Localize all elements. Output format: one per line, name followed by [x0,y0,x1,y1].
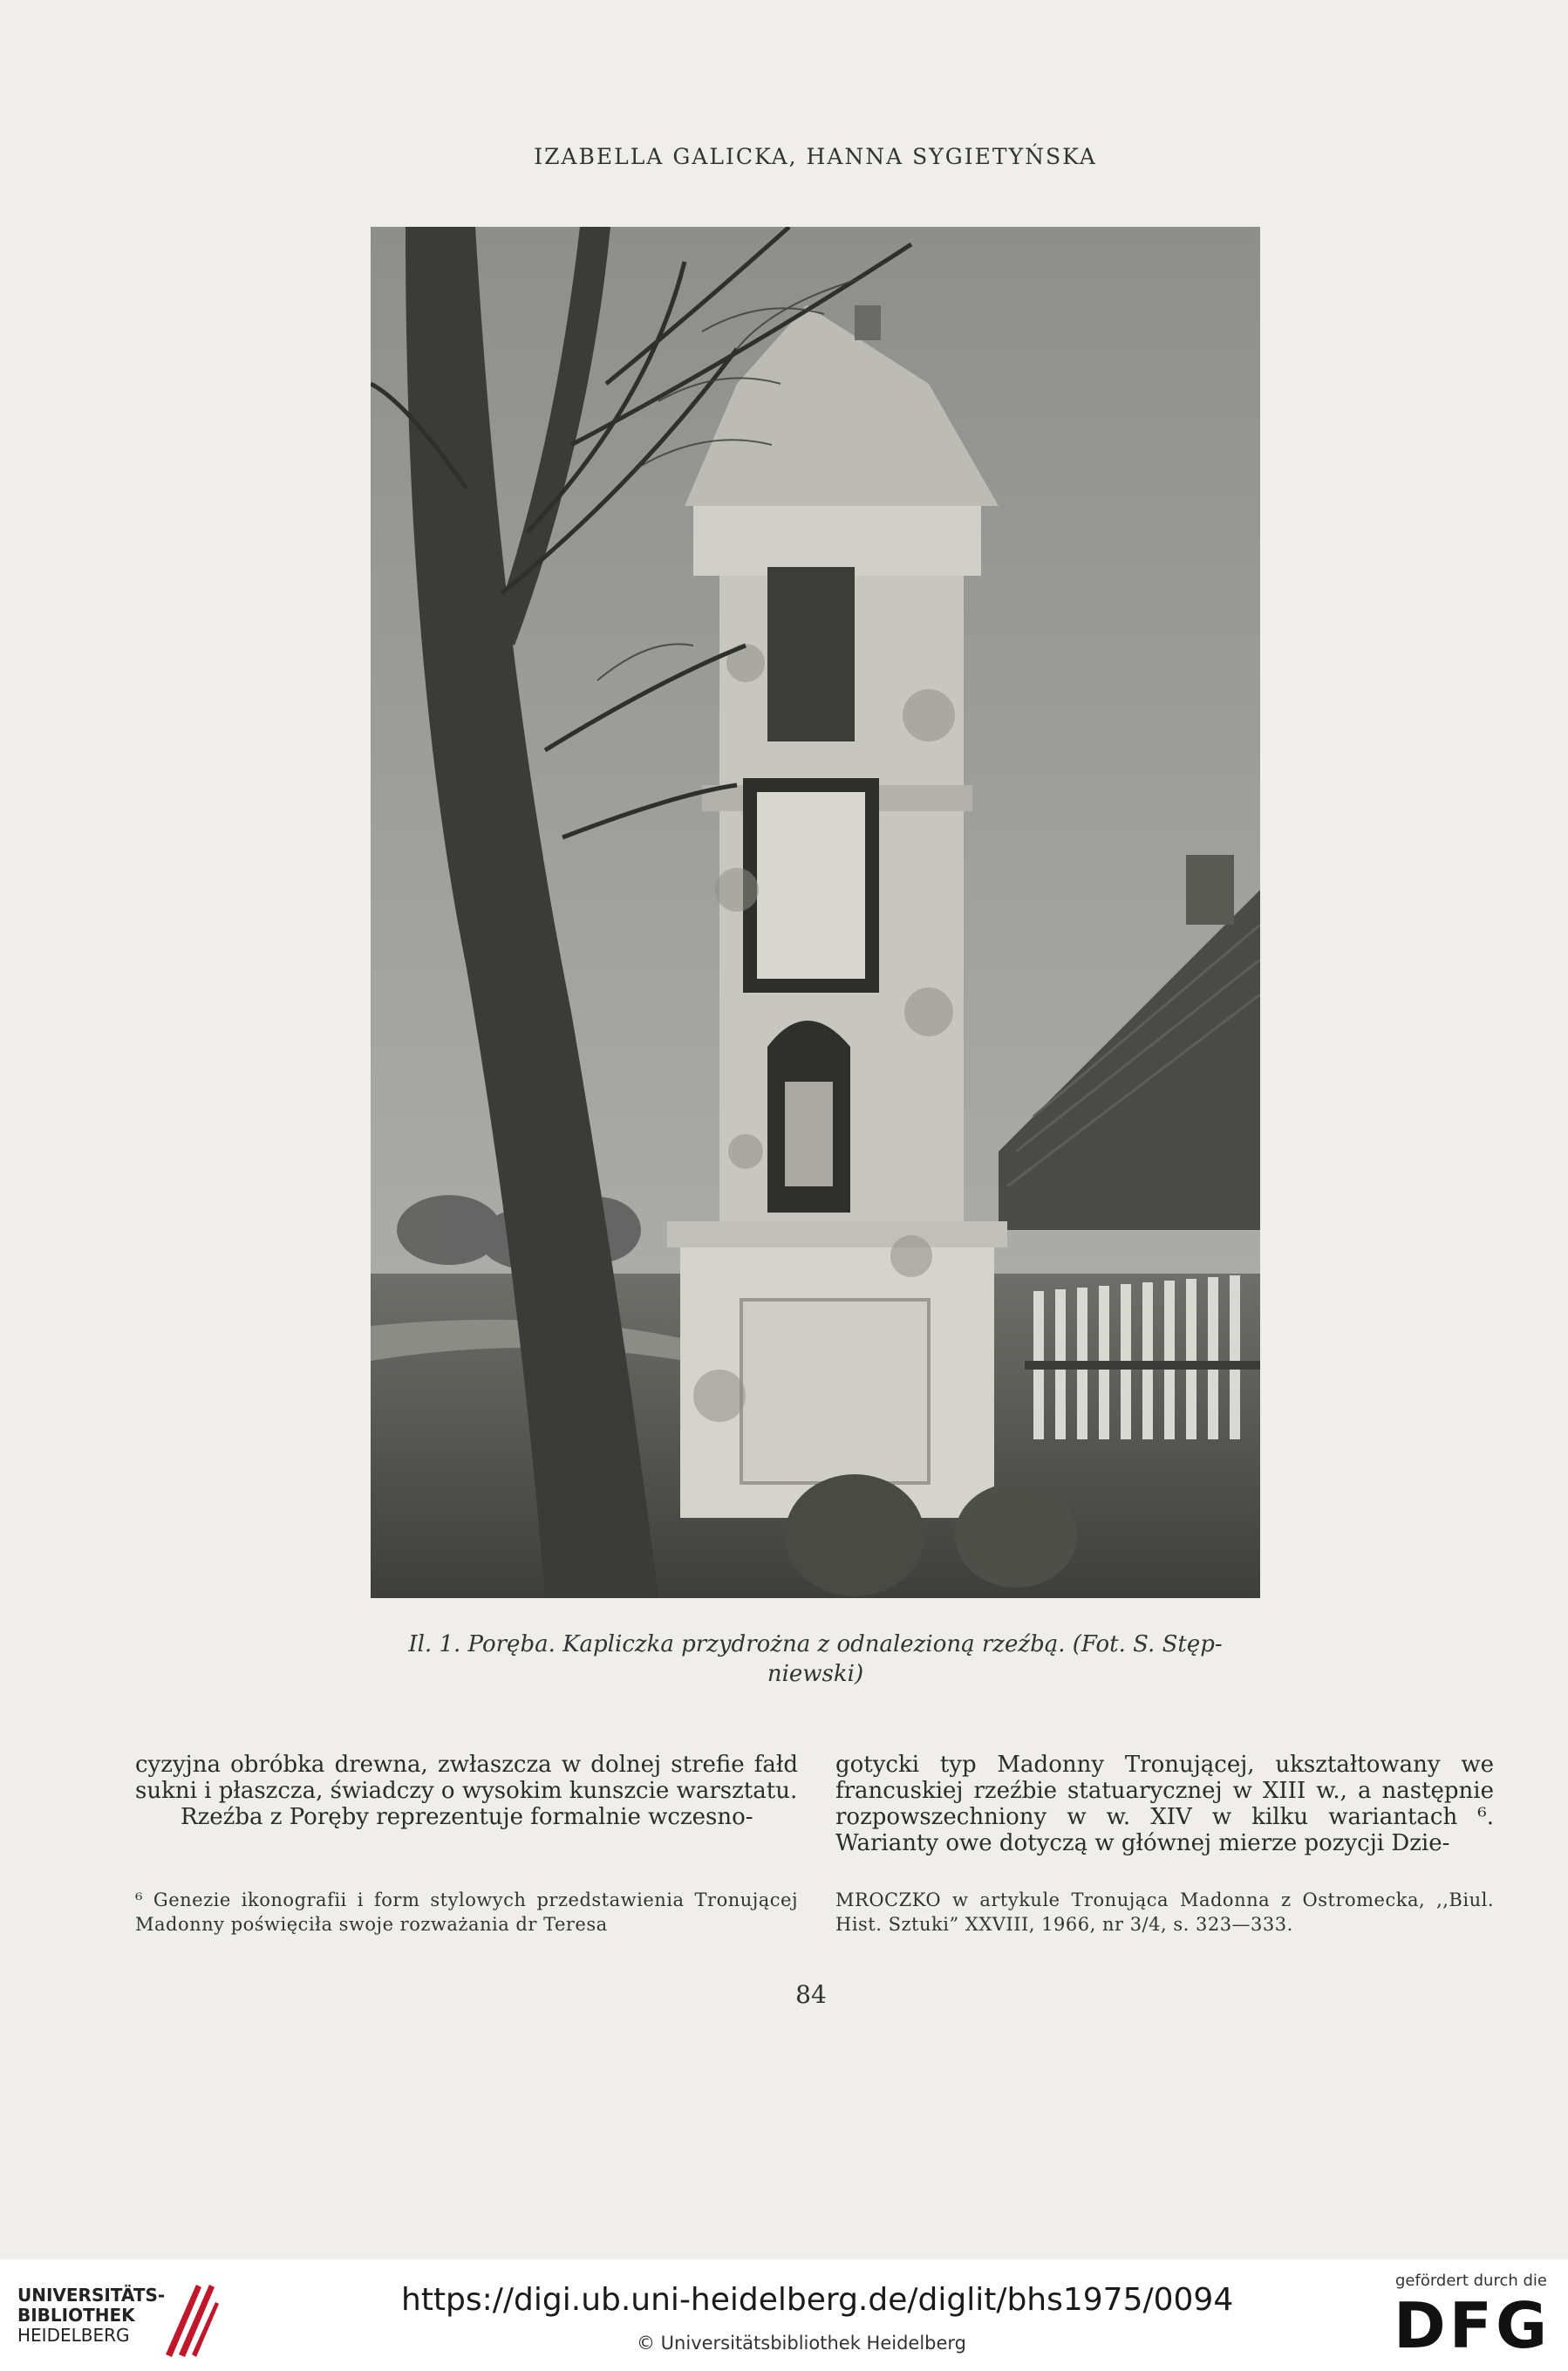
copyright-notice: © Universitätsbibliothek Heidelberg [637,2333,967,2354]
footnote-right: MROCZKO w artykule Tronująca Madonna z Ostromecka, ,,Biul. Hist. Sztuki” XXVIII, 1966, nr 3/4, s. 323—333. [835,1889,1494,1935]
paragraph: cyzyjna obróbka drewna, zwłaszcza w dolnej strefie fałd sukni i płaszcza, świadczy o wysokim kunszcie warsztatu. [135,1752,798,1804]
page-number: 84 [795,1980,827,2009]
paragraph: Rzeźba z Poręby reprezentuje formalnie wczesno- [181,1804,753,1830]
dfg-logo: DFG [1394,2289,1551,2362]
dfg-note: gefördert durch die [1395,2272,1547,2290]
library-line-3: HEIDELBERG [17,2325,130,2346]
shrine-photo-illustration [371,227,1260,1598]
body-column-right [835,1752,1494,1856]
library-name [17,2286,165,2346]
figure-caption [371,1630,1260,1689]
running-header: IZABELLA GALICKA, HANNA SYGIETYŃSKA [534,144,1097,169]
paragraph: gotycki typ Madonny Tronującej, ukształtowany we francuskiej rzeźbie statuarycznej w XIII w., a następnie rozpowszechniony w w. XIV w kilku wariantach ⁶. Warianty owe dotyczą w głównej mierze pozycji Dzie- [835,1752,1494,1856]
footer-bar [0,2259,1568,2371]
footnote-left: ⁶ Genezie ikonografii i form stylowych przedstawienia Tronującej Madonny poświęciła swoje rozważania dr Teresa [135,1889,798,1935]
library-logo [17,2286,227,2355]
body-column-left [135,1752,798,1830]
library-line-1: UNIVERSITÄTS- [17,2285,166,2306]
document-url-link[interactable]: https://digi.ub.uni-heidelberg.de/diglit/bhs1975/0094 [401,2282,1234,2318]
caption-line-1: Il. 1. Poręba. Kapliczka przydrożna z odnalezioną rzeźbą. (Fot. S. Stęp- [408,1631,1223,1657]
caption-line-2: niewski) [767,1661,864,1687]
library-emblem-icon [161,2280,222,2359]
photograph-wayside-shrine [371,227,1260,1598]
library-line-2: BIBLIOTHEK [17,2305,135,2326]
